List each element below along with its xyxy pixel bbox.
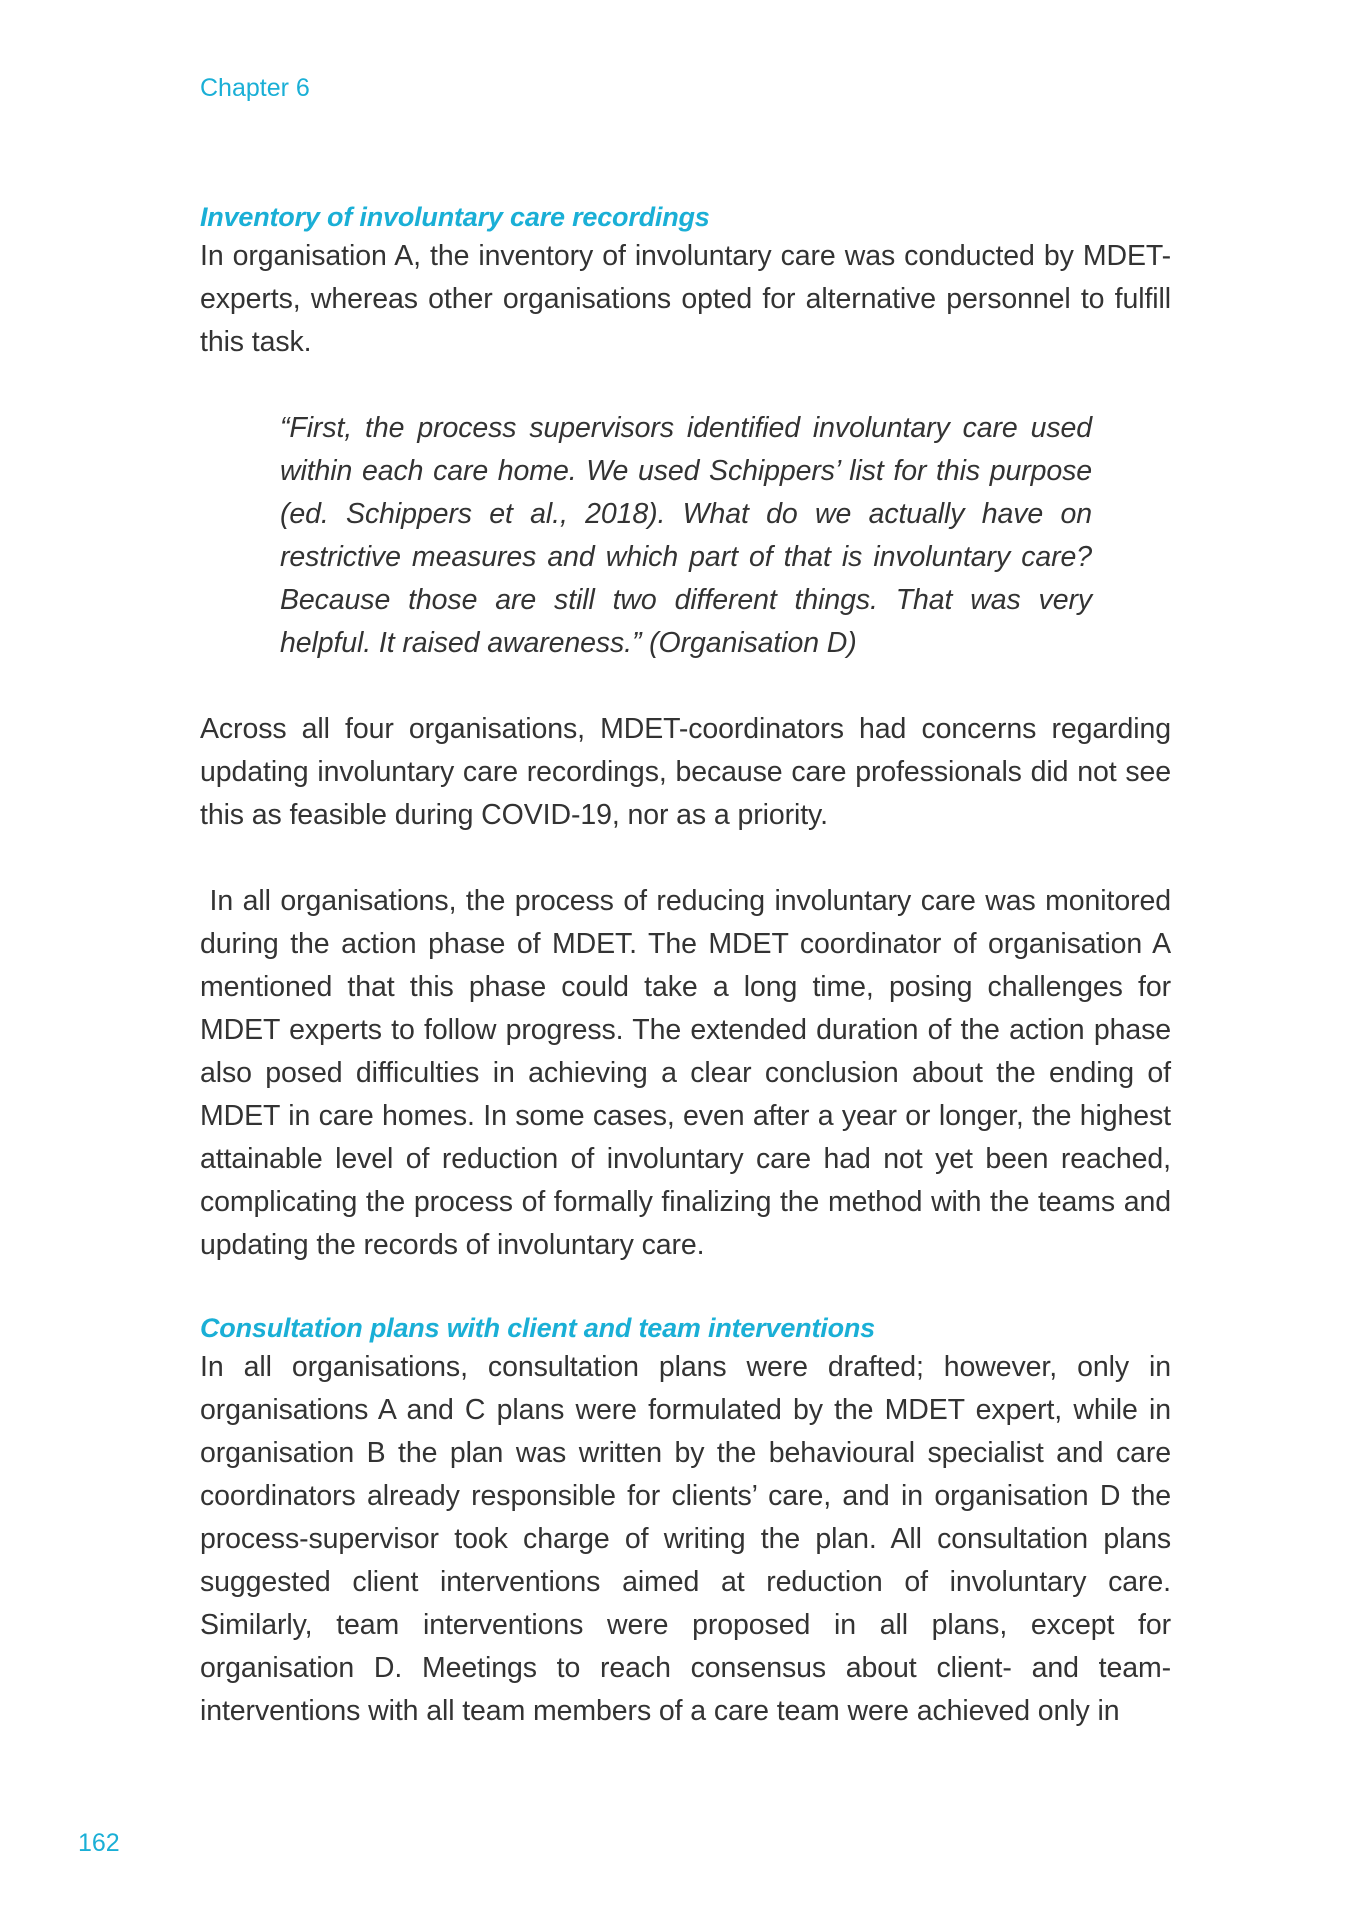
paragraph-covid-concerns: Across all four organisations, MDET-coordinators had concerns regarding updating involuntary care recordings, because care professionals did not see this as feasible during COVID-19, nor as a priority. [200, 713, 1171, 831]
running-head-chapter: Chapter 6 [200, 74, 310, 102]
page-body [200, 199, 1179, 1733]
section-heading-consultation-plans: Consultation plans with client and team interventions [200, 1313, 875, 1343]
paragraph-monitoring: In all organisations, the process of reducing involuntary care was monitored during the action phase of MDET. The MDET coordinator of organisation A mentioned that this phase could take a long time, posing challenges for MDET experts to follow progress. The extended duration of the action phase also posed difficulties in achieving a clear conclusion about the ending of MDET in care homes. In some cases, even after a year or longer, the highest attainable level of reduction of involuntary care had not yet been reached, complicating the process of formally finalizing the method with the teams and updating the records of involuntary care. [200, 885, 1179, 1261]
section-heading-inventory: Inventory of involuntary care recordings [200, 202, 710, 232]
block-quote-organisation-d: “First, the process supervisors identified involuntary care used within each care home. We used Schippers’ list for this purpose (ed. Schippers et al., 2018). What do we actually have on restrictive measures and which part of that is involuntary care? Because those are still two different things. That was very helpful. It raised awareness.” (Organisation D) [280, 412, 1092, 659]
paragraph-consultation-plans: In all organisations, consultation plans were drafted; however, only in organisations A and C plans were formulated by the MDET expert, while in organisation B the plan was written by the behavioural specialist and care coordinators already responsible for clients’ care, and in organisation D the process-supervisor took charge of writing the plan. All consultation plans suggested client interventions aimed at reduction of involuntary care. Similarly, team interventions were proposed in all plans, except for organisation D. Meetings to reach consensus about client- and team-interventions with all team members of a care team were achieved only in [200, 1351, 1171, 1727]
paragraph-inventory-intro: In organisation A, the inventory of involuntary care was conducted by MDET-experts, whereas other organisations opted for alternative personnel to fulfill this task. [200, 240, 1171, 358]
page-number: 162 [78, 1829, 120, 1857]
